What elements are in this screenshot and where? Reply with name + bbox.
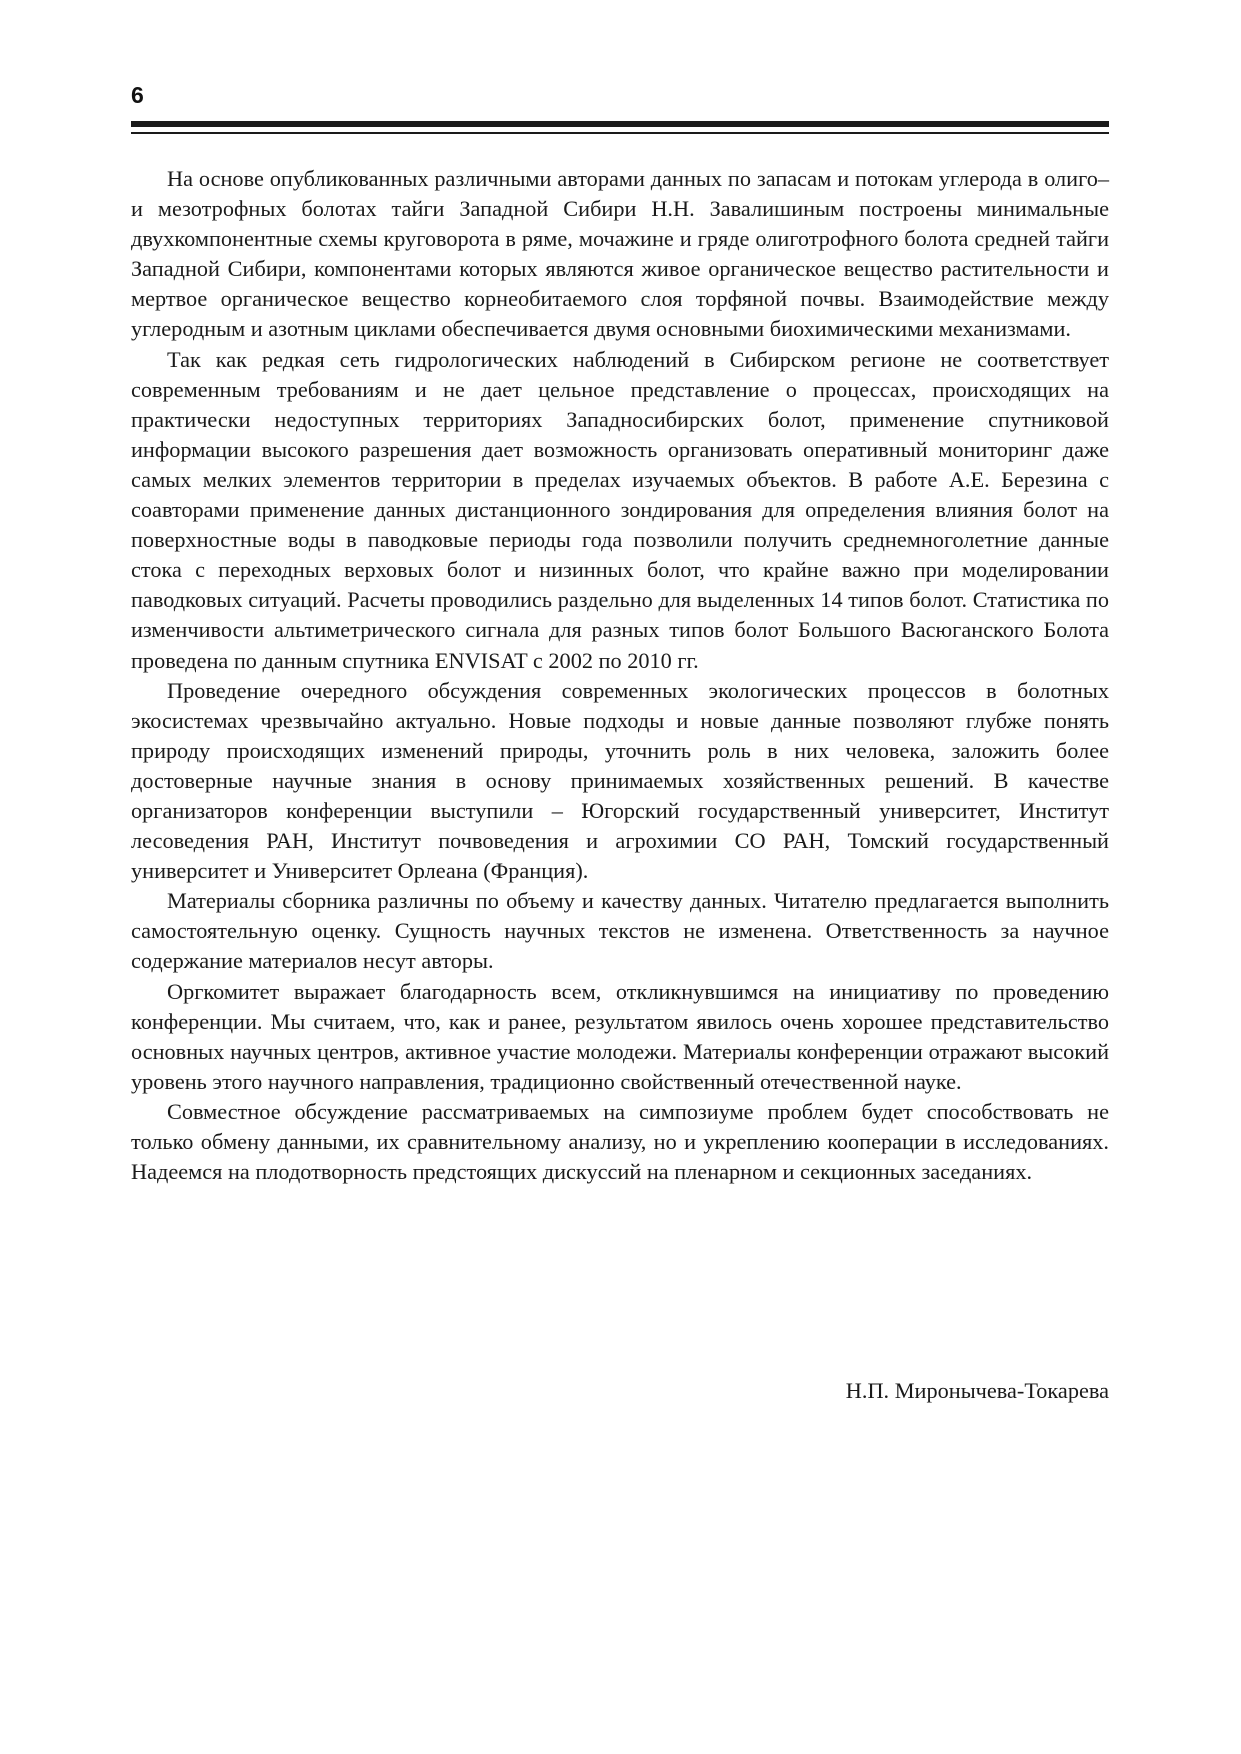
body-text xyxy=(131,164,1109,1187)
paragraph-3: Проведение очередного обсуждения современных экологических процессов в болотных экосистемах чрезвычайно актуально. Новые подходы и новые данные позволяют глубже понять природу происходящих изменений природы, уточнить роль в них человека, заложить более достоверные научные знания в основу принимаемых хозяйственных решений. В качестве организаторов конференции выступили – Югорский государственный университет, Институт лесоведения РАН, Институт почвоведения и агрохимии СО РАН, Томский государственный университет и Университет Орлеана (Франция). xyxy=(131,677,1109,884)
paragraph-4: Материалы сборника различны по объему и качеству данных. Читателю предлагается выполнить самостоятельную оценку. Сущность научных текстов не изменена. Ответственность за научное содержание материалов несут авторы. xyxy=(131,888,1109,974)
paragraph-6: Совместное обсуждение рассматриваемых на симпозиуме проблем будет способствовать не только обмену данными, их сравнительному анализу, но и укреплению кооперации в исследованиях. Надеемся на плодотворность предстоящих дискуссий на пленарном и секционных заседаниях. xyxy=(131,1098,1109,1185)
header-rule-thin xyxy=(131,132,1109,134)
header-rule-thick xyxy=(131,121,1109,127)
page-number: 6 xyxy=(131,82,144,108)
paragraph-2: Так как редкая сеть гидрологических наблюдений в Сибирском регионе не соответствует современным требованиям и не дает цельное представление о процессах, происходящих на практически недоступных территориях Западносибирских болот, применение спутниковой информации высокого разрешения дает возможность организовать оперативный мониторинг даже самых мелких элементов территории в пределах изучаемых объектов. В работе А.Е. Березина с соавторами применение данных дистанционного зондирования для определения влияния болот на поверхностные воды в паводковые периоды года позволили получить среднемноголетние данные стока с переходных верховых болот и низинных болот, что крайне важно при моделировании паводковых ситуаций. Расчеты проводились раздельно для выделенных 14 типов болот. Статистика по изменчивости альтиметрического сигнала для разных типов болот Большого Васюганского Болота проведена по данным спутника ENVISAT с 2002 по 2010 гг. xyxy=(131,346,1109,673)
author-signature: Н.П. Миронычева-Токарева xyxy=(845,1378,1109,1403)
paragraph-1: На основе опубликованных различными авторами данных по запасам и потокам углерода в олиго– и мезотрофных болотах тайги Западной Сибири Н.Н. Завалишиным построены минимальные двухкомпонентные схемы круговорота в ряме, мочажине и гряде олиготрофного болота средней тайги Западной Сибири, компонентами которых являются живое органическое вещество растительности и мертвое органическое вещество корнеобитаемого слоя торфяной почвы. Взаимодействие между углеродным и азотным циклами обеспечивается двумя основными биохимическими механизмами. xyxy=(131,166,1109,342)
paragraph-5: Оргкомитет выражает благодарность всем, откликнувшимся на инициативу по проведению конференции. Мы считаем, что, как и ранее, результатом явилось очень хорошее представительство основных научных центров, активное участие молодежи. Материалы конференции отражают высокий уровень этого научного направления, традиционно свойственный отечественной науке. xyxy=(131,978,1109,1094)
